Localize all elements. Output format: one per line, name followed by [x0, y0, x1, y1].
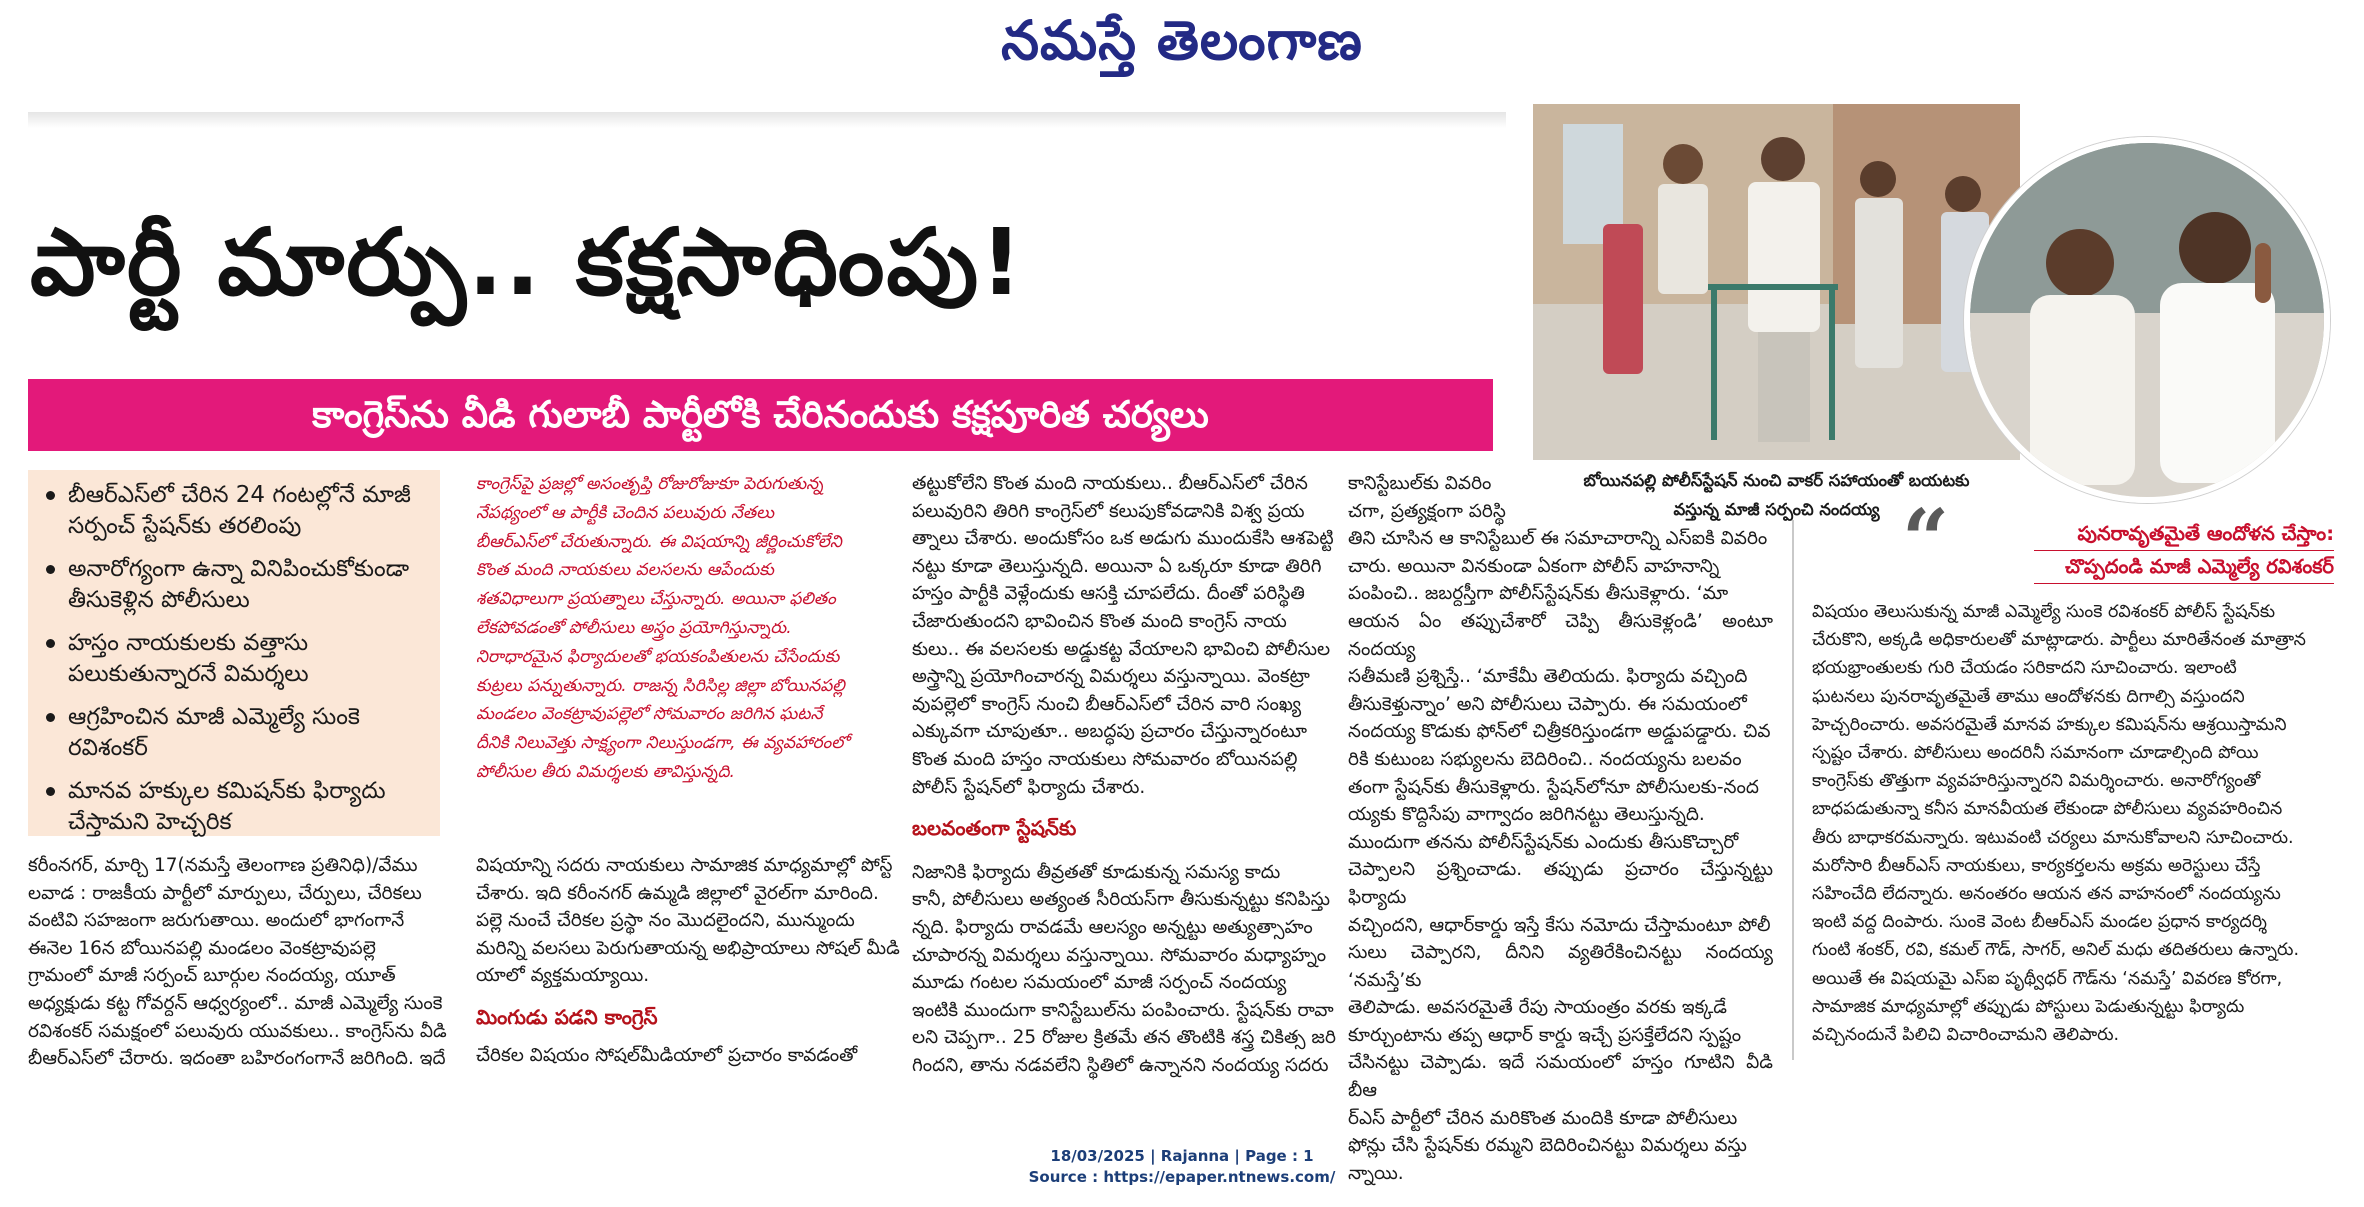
bullet-dot-icon — [46, 565, 55, 574]
bullet-dot-icon — [46, 639, 55, 648]
inset-photo — [1964, 137, 2330, 503]
section-subhead: బలవంతంగా స్టేషన్‌కు — [912, 816, 1077, 841]
bullet-dot-icon — [46, 713, 55, 722]
footer-date-line: 18/03/2025 | Rajanna | Page : 1 — [1050, 1147, 1314, 1165]
bullet-dot-icon — [46, 491, 55, 500]
inset-photo-illustration — [1970, 143, 2324, 497]
article-column-2: విషయాన్ని సదరు నాయకులు సామాజిక మాధ్యమాల్లో పోస్ట్‌ చేశారు. ఇది కరీంనగర్‌ ఉమ్మడి జిల్లాలో వైరల్‌గా మారింది. పల్లె నుంచే చేరికల ప్రస్థా నం మొదలైందని, మున్ముందు మరిన్ని వలసలు పెరుగుతాయన్న అభిప్రాయాలు సోషల్‌ మీడి యాలో వ్యక్తమయ్యాయి. మింగుడు పడని కాంగ్రెస్‌ చేరికల విషయం సోషల్‌మీడియాలో ప్రచారం కావడంతో — [476, 855, 900, 1066]
footer-source-link[interactable]: Source : https://epaper.ntnews.com/ — [1028, 1168, 1336, 1186]
section-subhead: మింగుడు పడని కాంగ్రెస్‌ — [476, 1004, 658, 1029]
page-footer — [0, 1146, 2364, 1188]
subheadline-bar: కాంగ్రెస్‌ను వీడి గులాబీ పార్టీలోకి చేరినందుకు కక్షపూరిత చర్యలు — [28, 379, 1493, 451]
highlight-item: మానవ హక్కుల కమిషన్‌కు ఫిర్యాదు చేస్తామని హెచ్చరిక — [42, 776, 430, 838]
column-divider — [1792, 520, 1794, 1060]
intro-paragraph: కాంగ్రెస్‌పై ప్రజల్లో అసంతృప్తి రోజురోజుకూ పెరుగుతున్న నేపథ్యంలో ఆ పార్టీకి చెందిన పలువురు నేతలు బీఆర్‌ఎస్‌లో చేరుతున్నారు. ఈ విషయాన్ని జీర్ణించుకోలేని కొంత మంది నాయకులు వలసలను ఆపేందుకు శతవిధాలుగా ప్రయత్నాలు చేస్తున్నారు. అయినా ఫలితం లేకపోవడంతో పోలీసులు అస్త్రం ప్రయోగిస్తున్నారు. నిరాధారమైన ఫిర్యాదులతో భయకంపితులను చేసేందుకు కుట్రలు పన్నుతున్నారు. రాజన్న సిరిసిల్ల జిల్లా బోయినపల్లి మండలం వెంకట్రావుపల్లెలో సోమవారం జరిగిన ఘటనే దీనికి నిలువెత్తు సాక్ష్యంగా నిలుస్తుండగా, ఈ వ్యవహారంలో పోలీసుల తీరు విమర్శలకు తావిస్తున్నది. — [476, 474, 849, 782]
article-column-4: కానిస్టేబుల్‌కు వివరిం చగా, ప్రత్యక్షంగా పరిస్థి తిని చూసిన ఆ కానిస్టేబుల్‌ ఈ సమాచారాన్ని ఎస్‌ఐకి వివరిం చారు. అయినా వినకుండా ఏకంగా పోలీస్‌ వాహనాన్ని పంపించి.. జబర్దస్తీగా పోలీస్‌స్టేషన్‌కు తీసుకెళ్లారు. ‘మా ఆయన ఏం తప్పుచేశారో చెప్పి తీసుకెళ్లండి’ అంటూ నందయ్య సతీమణి ప్రశ్నిస్తే.. ‘మాకేమీ తెలియదు. ఫిర్యాదు వచ్చింది తీసుకెళ్తున్నాం’ అని పోలీసులు చెప్పారు. ఈ సమయంలో నందయ్య కొడుకు ఫోన్‌లో చిత్రీకరిస్తుండగా అడ్డుపడ్డారు. చివ రికి కుటుంబ సభ్యులను బెదిరించి.. నందయ్యను బలవం తంగా స్టేషన్‌కు తీసుకెళ్లారు. స్టేషన్‌లోనూ పోలీసులకు-నంద య్యకు కొద్దిసేపు వాగ్వాదం జరిగినట్టు తెలుస్తున్నది. ముందుగా తనను పోలీస్‌స్టేషన్‌కు ఎందుకు తీసుకొచ్చారో చెప్పాలని ప్రశ్నించాడు. తప్పుడు ప్రచారం చేస్తున్నట్టు ఫిర్యాదు వచ్చిందని, ఆధార్‌కార్డు ఇస్తే కేసు నమోదు చేస్తామంటూ పోలీ సులు చెప్పారని, దీనిని వ్యతిరేకించినట్టు నందయ్య ‘నమస్తే’కు తెలిపాడు. అవసరమైతే రేపు సాయంత్రం వరకు ఇక్కడే కూర్చుంటాను తప్ప ఆధార్‌ కార్డు ఇచ్చే ప్రసక్తేలేదని స్పష్టం చేసినట్టు చెప్పాడు. ఇదే సమయంలో హస్తం గూటిని వీడి బీఆ ర్‌ఎస్‌ పార్టీలో చేరిన మరికొంత మందికి కూడా పోలీసులు ఫోన్లు చేసి స్టేషన్‌కు రమ్మని బెదిరించినట్టు విమర్శలు వస్తు న్నాయి. — [1348, 473, 1773, 1184]
highlight-item: ఆగ్రహించిన మాజీ ఎమ్మెల్యే సుంకె రవిశంకర్‌ — [42, 702, 430, 764]
highlight-item: బీఆర్‌ఎస్‌లో చేరిన 24 గంటల్లోనే మాజీ సర్పంచ్‌ స్టేషన్‌కు తరలింపు — [42, 480, 430, 542]
photo-caption: బోయినపల్లి పోలీస్‌స్టేషన్‌ నుంచి వాకర్‌ సహాయంతో బయటకు వస్తున్న మాజీ సర్పంచి నందయ్య — [1583, 471, 1970, 519]
masthead-rule — [28, 112, 1506, 128]
highlight-item: అనారోగ్యంగా ఉన్నా వినిపించుకోకుండా తీసుకెళ్లిన పోలీసులు — [42, 554, 430, 616]
bullet-dot-icon — [46, 787, 55, 796]
article-column-5: విషయం తెలుసుకున్న మాజీ ఎమ్మెల్యే సుంకె రవిశంకర్‌ పోలీస్‌ స్టేషన్‌కు చేరుకొని, అక్కడి అధికారులతో మాట్లాడారు. పార్టీలు మారితేనంత మాత్రాన భయభ్రాంతులకు గురి చేయడం సరికాదని సూచించారు. ఇలాంటి ఘటనలు పునరావృతమైతే తాము ఆందోళనకు దిగాల్సి వస్తుందని హెచ్చరించారు. అవసరమైతే మానవ హక్కుల కమిషన్‌ను ఆశ్రయిస్తామని స్పష్టం చేశారు. పోలీసులు అందరినీ సమానంగా చూడాల్సింది పోయి కాంగ్రెస్‌కు తొత్తుగా వ్యవహరిస్తున్నారని విమర్శించారు. అనారోగ్యంతో బాధపడుతున్నా కనీస మానవీయత లేకుండా పోలీసులు వ్యవహరించిన తీరు బాధాకరమన్నారు. ఇటువంటి చర్యలు మానుకోవాలని సూచించారు. మరోసారి బీఆర్‌ఎస్‌ నాయకులు, కార్యకర్తలను అక్రమ అరెస్టులు చేస్తే సహించేది లేదన్నారు. అనంతరం ఆయన తన వాహనంలో నందయ్యను ఇంటి వద్ద దింపారు. సుంకె వెంట బీఆర్‌ఎస్‌ మండల ప్రధాన కార్యదర్శి గుంటి శంకర్‌, రవి, కమల్‌ గౌడ్‌, సాగర్‌, అనిల్‌ మధు తదితరులు ఉన్నారు. అయితే ఈ విషయమై ఎస్‌ఐ పృథ్వీధర్‌ గౌడ్‌ను ‘నమస్తే’ వివరణ కోరగా, సామాజిక మాధ్యమాల్లో తప్పుడు పోస్టులు పెడుతున్నట్టు ఫిర్యాదు వచ్చినందునే పిలిచి విచారించామని తెలిపారు. — [1812, 602, 2306, 1046]
article-column-3: తట్టుకోలేని కొంత మంది నాయకులు.. బీఆర్‌ఎస్‌లో చేరిన పలువురిని తిరిగి కాంగ్రెస్‌లో కలుపుకోవడానికి విశ్వ ప్రయ త్నాలు చేశారు. అందుకోసం ఒక అడుగు ముందుకేసి ఆశపెట్టి నట్టు కూడా తెలుస్తున్నది. అయినా ఏ ఒక్కరూ కూడా తిరిగి హస్తం పార్టీకి వెళ్లేందుకు ఆసక్తి చూపలేదు. దీంతో పరిస్థితి చేజారుతుందని భావించిన కొంత మంది కాంగ్రెస్‌ నాయ కులు.. ఈ వలసలకు అడ్డుకట్ట వేయాలని భావించి పోలీసుల అస్త్రాన్ని ప్రయోగించారన్న విమర్శలు వస్తున్నాయి. వెంకట్రా వుపల్లెలో కాంగ్రెస్‌ నుంచి బీఆర్‌ఎస్‌లో చేరిన వారి సంఖ్య ఎక్కువగా చూపుతూ.. అబద్ధపు ప్రచారం చేస్తున్నారంటూ కొంత మంది హస్తం నాయకులు సోమవారం బోయినపల్లి పోలీస్‌ స్టేషన్‌లో ఫిర్యాదు చేశారు. బలవంతంగా స్టేషన్‌కు నిజానికి ఫిర్యాదు తీవ్రతతో కూడుకున్న సమస్య కాదు కానీ, పోలీసులు అత్యంత సీరియస్‌గా తీసుకున్నట్టు కనిపిస్తు న్నది. ఫిర్యాదు రావడమే ఆలస్యం అన్నట్టు అత్యుత్సాహం చూపారన్న విమర్శలు వస్తున్నాయి. సోమవారం మధ్యాహ్నం మూడు గంటల సమయంలో మాజీ సర్పంచ్‌ నందయ్య ఇంటికి ముందుగా కానిస్టేబుల్‌ను పంపించారు. స్టేషన్‌కు రావా లని చెప్పగా.. 25 రోజుల క్రితమే తన తొంటికి శస్త్ర చికిత్స జరి గిందని, తాను నడవలేని స్థితిలో ఉన్నానని నందయ్య సదరు — [912, 473, 1336, 1076]
news-photo — [1533, 104, 2020, 460]
highlights-box — [28, 470, 440, 836]
photo-illustration — [1533, 104, 2020, 460]
quote-icon: “ — [1902, 492, 1950, 588]
masthead: నమస్తే తెలంగాణ — [1001, 8, 1363, 72]
highlight-item: హస్తం నాయకులకు వత్తాసు పలుకుతున్నారనే విమర్శలు — [42, 628, 430, 690]
quote-heading: పునరావృతమైతే ఆందోళన చేస్తాం: చొప్పదండి మాజీ ఎమ్మెల్యే రవిశంకర్‌ — [2034, 518, 2334, 584]
article-column-1: కరీంనగర్‌, మార్చి 17(నమస్తే తెలంగాణ ప్రతినిధి)/వేము లవాడ : రాజకీయ పార్టీలో మార్పులు, చేర్పులు, చేరికలు వంటివి సహజంగా జరుగుతాయి. అందులో భాగంగానే ఈనెల 16న బోయినపల్లి మండలం వెంకట్రావుపల్లె గ్రామంలో మాజీ సర్పంచ్‌ బూర్గుల నందయ్య, యూత్‌ అధ్యక్షుడు కట్ట గోవర్దన్‌ ఆధ్వర్యంలో.. మాజీ ఎమ్మెల్యే సుంకె రవిశంకర్‌ సమక్షంలో పలువురు యువకులు.. కాంగ్రెస్‌ను వీడి బీఆర్‌ఎస్‌లో చేరారు. ఇదంతా బహిరంగంగానే జరిగింది. ఇదే — [28, 855, 447, 1070]
headline: పార్టీ మార్పు.. కక్షసాధింపు! — [30, 209, 1025, 316]
